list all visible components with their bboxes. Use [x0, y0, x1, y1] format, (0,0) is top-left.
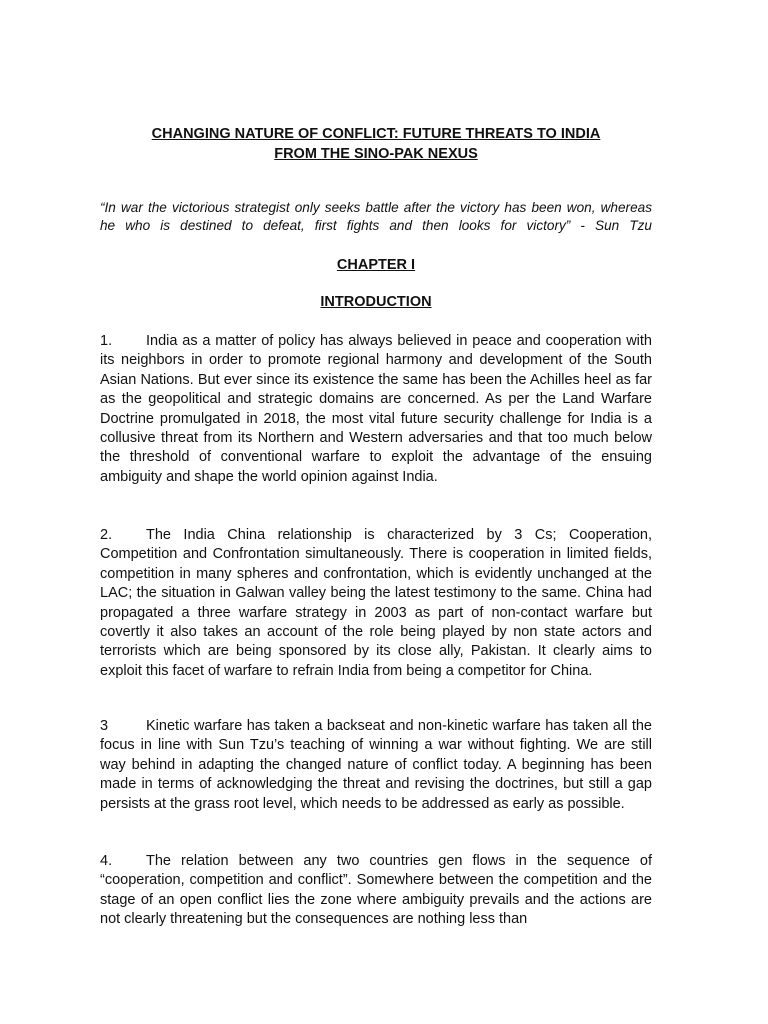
- paragraph-number: 3: [100, 718, 109, 734]
- paragraph-3: [100, 717, 652, 814]
- document-title-line-2: FROM THE SINO-PAK NEXUS: [274, 146, 478, 162]
- chapter-heading: CHAPTER I: [336, 257, 416, 273]
- paragraph-number: 1.: [100, 333, 113, 349]
- paragraph-text: Kinetic warfare has taken a backseat and non-kinetic warfare has taken all the focus in line with Sun Tzu’s teaching of winning a war without fighting. We are still way behind in adapting the changed nature of conflict today. A beginning has been made in terms of acknowledging the threat and revising the doctrines, but still a gap persists at the grass root level, which needs to be addressed as early as possible.: [100, 718, 652, 812]
- paragraph-number: 2.: [100, 527, 113, 543]
- paragraph-2: [100, 526, 652, 681]
- paragraph-4: [100, 852, 652, 930]
- epigraph-quote: “In war the victorious strategist only seeks battle after the victory has been won, whereas he who is destined to defeat, first fights and then looks for victory” - Sun Tzu: [100, 200, 652, 233]
- paragraph-1: [100, 332, 652, 487]
- paragraph-text: The relation between any two countries gen flows in the sequence of “cooperation, competition and conflict”. Somewhere between the competition and the stage of an open conflict lies the zone where ambiguity prevails and the actions are not clearly threatening but the consequences are nothing less than: [100, 853, 652, 928]
- document-title-line-1: CHANGING NATURE OF CONFLICT: FUTURE THREATS TO INDIA: [151, 126, 601, 142]
- paragraph-text: India as a matter of policy has always believed in peace and cooperation with its neighbors in order to promote regional harmony and development of the South Asian Nations. But ever since its existence the same has been the Achilles heel as far as the geopolitical and strategic domains are concerned. As per the Land Warfare Doctrine promulgated in 2018, the most vital future security challenge for India is a collusive threat from its Northern and Western adversaries and that too much below the threshold of conventional warfare to exploit the advantage of the ensuing ambiguity and shape the world opinion against India.: [100, 333, 652, 485]
- paragraph-number: 4.: [100, 853, 113, 869]
- paragraph-text: The India China relationship is characterized by 3 Cs; Cooperation, Competition and Confrontation simultaneously. There is cooperation in limited fields, competition in many spheres and confrontation, which is evidently unchanged at the LAC; the situation in Galwan valley being the latest testimony to the same. China had propagated a three warfare strategy in 2003 as part of non-contact warfare but covertly it also takes an account of the role being played by non state actors and terrorists which are being sponsored by its close ally, Pakistan. It clearly aims to exploit this facet of warfare to refrain India from being a competitor for China.: [100, 527, 652, 679]
- section-heading: INTRODUCTION: [320, 294, 432, 310]
